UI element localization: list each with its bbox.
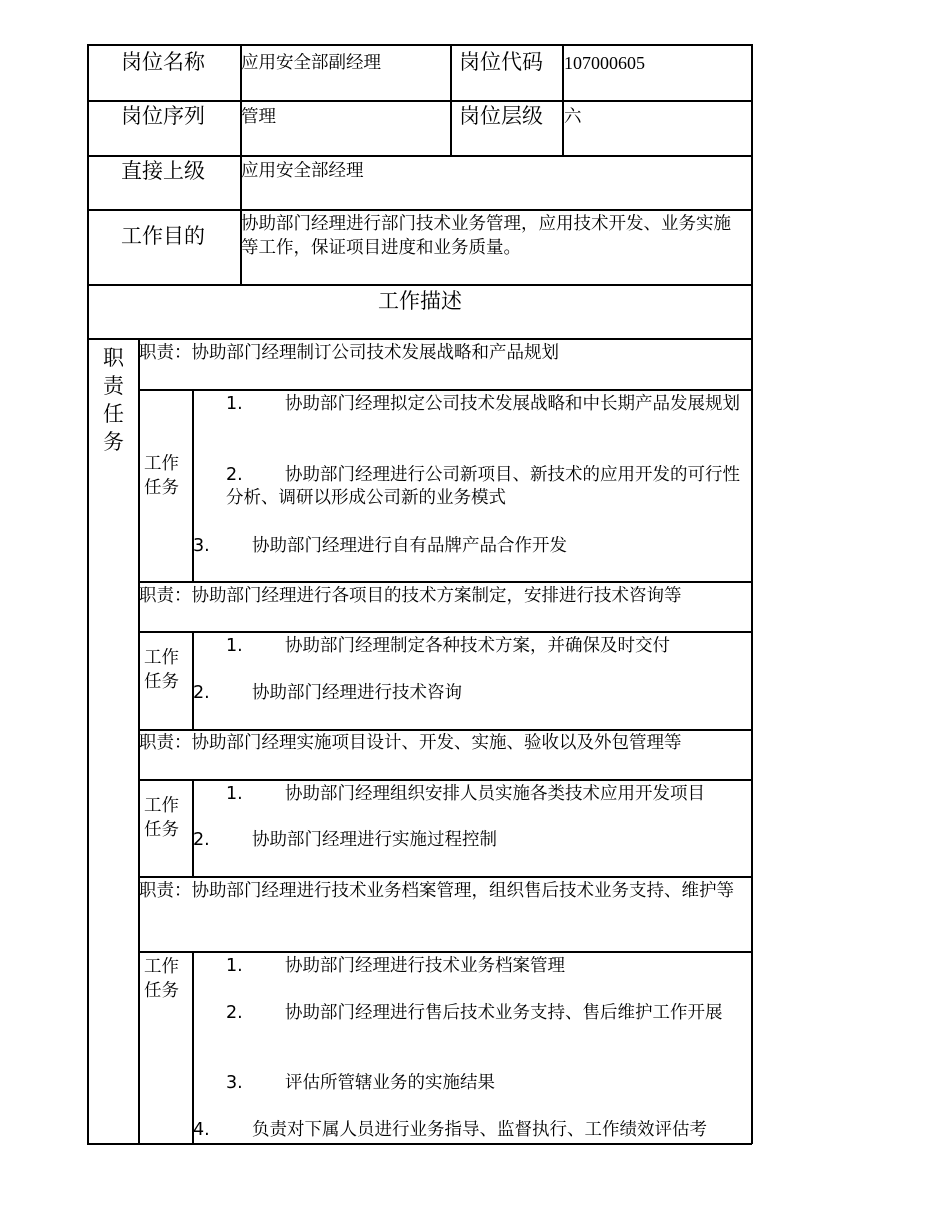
task-item xyxy=(193,1119,748,1142)
duty-row xyxy=(139,585,682,608)
table-rule xyxy=(138,729,752,731)
table-rule xyxy=(87,100,752,102)
task-item xyxy=(226,783,746,806)
supervisor-label: 直接上级 xyxy=(121,159,205,183)
table-rule xyxy=(192,631,194,730)
task-number: 2. xyxy=(226,465,243,485)
table-rule xyxy=(138,389,752,391)
task-number: 3. xyxy=(193,536,210,556)
task-text: 协助部门经理组织安排人员实施各类技术应用开发项目 xyxy=(285,784,705,804)
duties-side-label: 职责任务 xyxy=(103,346,124,454)
task-item xyxy=(193,535,743,558)
task-number: 4. xyxy=(193,1120,210,1140)
work-description-title: 工作描述 xyxy=(378,289,462,313)
position-series-value: 管理 xyxy=(241,107,276,127)
duty-text: 协助部门经理进行技术业务档案管理，组织售后技术业务支持、维护等 xyxy=(191,881,734,901)
task-text: 协助部门经理进行公司新项目、新技术的应用开发的可行性分析、调研以形成公司新的业务模式 xyxy=(226,465,740,508)
task-side-label: 工作任务 xyxy=(144,648,179,692)
table-rule xyxy=(87,338,752,340)
task-item xyxy=(226,464,746,510)
task-item xyxy=(226,1002,746,1025)
task-text: 协助部门经理进行技术业务档案管理 xyxy=(285,956,565,976)
task-text: 协助部门经理进行自有品牌产品合作开发 xyxy=(252,536,567,556)
task-item xyxy=(226,955,746,978)
task-text: 协助部门经理进行实施过程控制 xyxy=(252,830,497,850)
task-text: 协助部门经理进行技术咨询 xyxy=(252,683,462,703)
position-code-label: 岗位代码 xyxy=(459,50,543,74)
duty-prefix: 职责： xyxy=(139,881,192,901)
task-item xyxy=(193,682,743,705)
table-rule xyxy=(87,209,752,211)
position-level-value: 六 xyxy=(564,107,582,127)
table-rule xyxy=(87,155,752,157)
task-item xyxy=(226,1072,746,1095)
task-text: 负责对下属人员进行业务指导、监督执行、工作绩效评估考 xyxy=(252,1120,707,1140)
task-text: 协助部门经理拟定公司技术发展战略和中长期产品发展规划 xyxy=(285,394,740,414)
task-item xyxy=(226,393,746,416)
task-side-label: 工作任务 xyxy=(144,957,179,1001)
duty-text: 协助部门经理进行各项目的技术方案制定，安排进行技术咨询等 xyxy=(191,586,682,606)
task-number: 1. xyxy=(226,394,243,414)
table-rule xyxy=(192,951,194,1144)
task-number: 2. xyxy=(226,1003,243,1023)
duty-row xyxy=(139,879,744,903)
purpose-label: 工作目的 xyxy=(121,224,205,248)
task-number: 2. xyxy=(193,683,210,703)
table-rule xyxy=(87,284,752,286)
task-number: 1. xyxy=(226,784,243,804)
duty-prefix: 职责： xyxy=(139,733,192,753)
table-rule xyxy=(192,779,194,877)
table-rule xyxy=(138,581,752,583)
task-number: 1. xyxy=(226,636,243,656)
duty-text: 协助部门经理实施项目设计、开发、实施、验收以及外包管理等 xyxy=(191,733,682,753)
position-name-value: 应用安全部副经理 xyxy=(241,53,381,73)
table-rule xyxy=(138,876,752,878)
duty-text: 协助部门经理制订公司技术发展战略和产品规划 xyxy=(191,343,559,363)
position-series-label: 岗位序列 xyxy=(121,104,205,128)
task-side-label: 工作任务 xyxy=(144,796,179,840)
task-number: 2. xyxy=(193,830,210,850)
position-level-label: 岗位层级 xyxy=(459,104,543,128)
task-text: 协助部门经理进行售后技术业务支持、售后维护工作开展 xyxy=(285,1003,723,1023)
duty-prefix: 职责： xyxy=(139,343,192,363)
task-text: 协助部门经理制定各种技术方案，并确保及时交付 xyxy=(285,636,670,656)
task-number: 3. xyxy=(226,1073,243,1093)
table-border xyxy=(87,44,89,1144)
task-item xyxy=(193,829,743,852)
table-rule xyxy=(450,44,452,156)
table-rule xyxy=(138,779,752,781)
table-border xyxy=(87,44,752,46)
task-side-label: 工作任务 xyxy=(144,454,179,498)
duty-prefix: 职责： xyxy=(139,586,192,606)
task-text: 评估所管辖业务的实施结果 xyxy=(285,1073,495,1093)
purpose-value: 协助部门经理进行部门技术业务管理，应用技术开发、业务实施等工作，保证项目进度和业务质量。 xyxy=(241,214,731,258)
task-number: 1. xyxy=(226,956,243,976)
table-rule xyxy=(138,631,752,633)
supervisor-value: 应用安全部经理 xyxy=(241,161,364,181)
duty-row xyxy=(139,342,559,365)
position-name-label: 岗位名称 xyxy=(121,50,205,74)
table-rule xyxy=(138,951,752,953)
position-code-value: 107000605 xyxy=(564,53,645,73)
table-border xyxy=(751,44,753,1144)
duty-row xyxy=(139,732,682,755)
table-border xyxy=(87,1143,752,1145)
task-item xyxy=(226,635,746,658)
